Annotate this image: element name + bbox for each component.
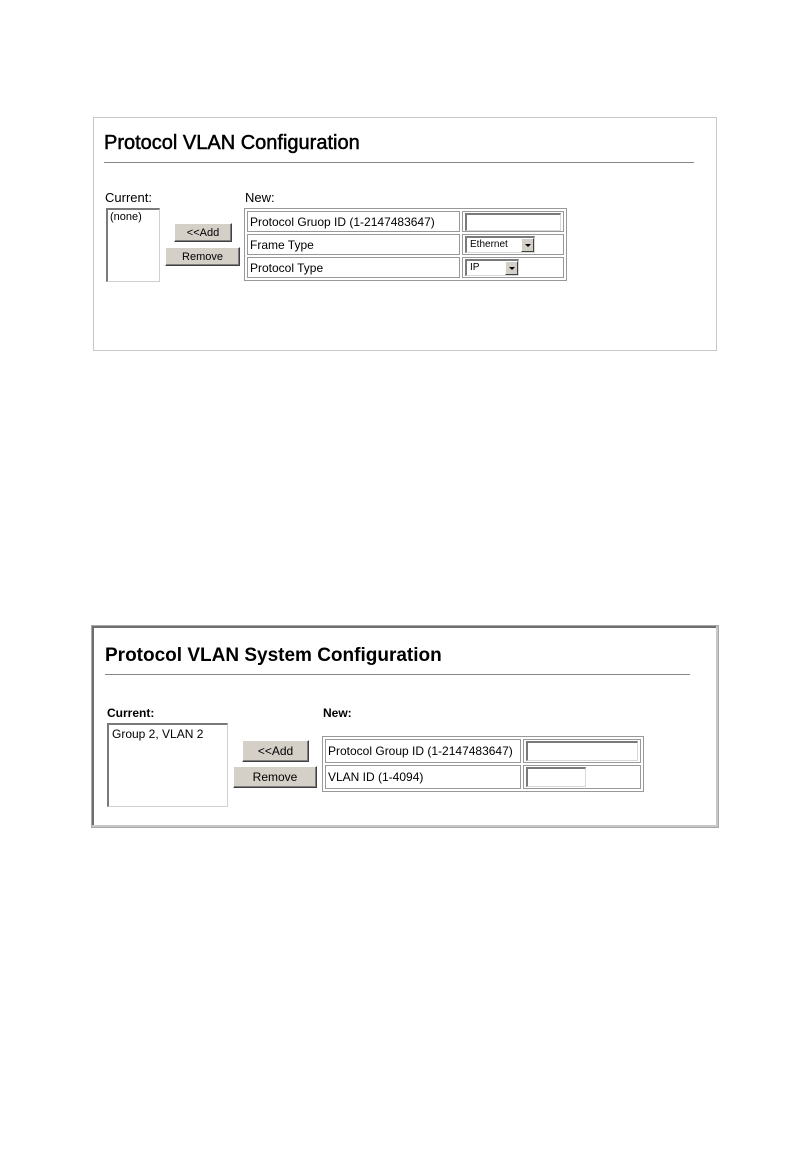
page-title: Protocol VLAN Configuration [104,132,360,154]
protocol-group-id-input[interactable] [526,741,638,761]
form-row-protocol-group-id [247,211,564,232]
frame-type-label: Frame Type [247,234,460,255]
current-listbox[interactable] [107,723,228,807]
new-label: New: [323,706,352,720]
remove-button[interactable]: Remove [233,766,317,788]
add-button[interactable]: <<Add [174,223,232,242]
protocol-type-label: Protocol Type [247,257,460,278]
vlan-id-input[interactable] [526,767,586,787]
current-label: Current: [107,706,155,720]
vlan-id-label: VLAN ID (1-4094) [325,765,521,789]
form-row-frame-type [247,234,564,255]
title-divider [105,674,690,675]
remove-button[interactable]: Remove [165,247,240,266]
list-item[interactable]: Group 2, VLAN 2 [112,727,204,741]
protocol-group-id-label: Protocol Gruop ID (1-2147483647) [247,211,460,232]
chevron-down-icon[interactable] [521,238,534,252]
form-row-vlan-id [325,765,641,789]
form-row-protocol-group-id [325,739,641,763]
frame-type-select[interactable] [465,236,535,253]
new-entry-form [322,736,644,792]
title-divider [104,162,694,163]
current-label: Current: [105,190,152,205]
add-button[interactable]: <<Add [242,740,309,762]
new-entry-form [244,208,567,281]
protocol-group-id-label: Protocol Group ID (1-2147483647) [325,739,521,763]
protocol-type-selected: IP [470,262,480,273]
protocol-vlan-system-config-panel [91,625,719,828]
frame-type-selected: Ethernet [470,239,508,250]
protocol-vlan-config-panel [93,117,717,351]
page-title: Protocol VLAN System Configuration [105,645,442,666]
form-row-protocol-type [247,257,564,278]
protocol-type-select[interactable] [465,259,519,276]
protocol-group-id-input[interactable] [465,213,561,231]
current-listbox[interactable] [106,208,160,282]
chevron-down-icon[interactable] [505,261,518,275]
new-label: New: [245,190,275,205]
list-item[interactable]: (none) [110,211,142,223]
